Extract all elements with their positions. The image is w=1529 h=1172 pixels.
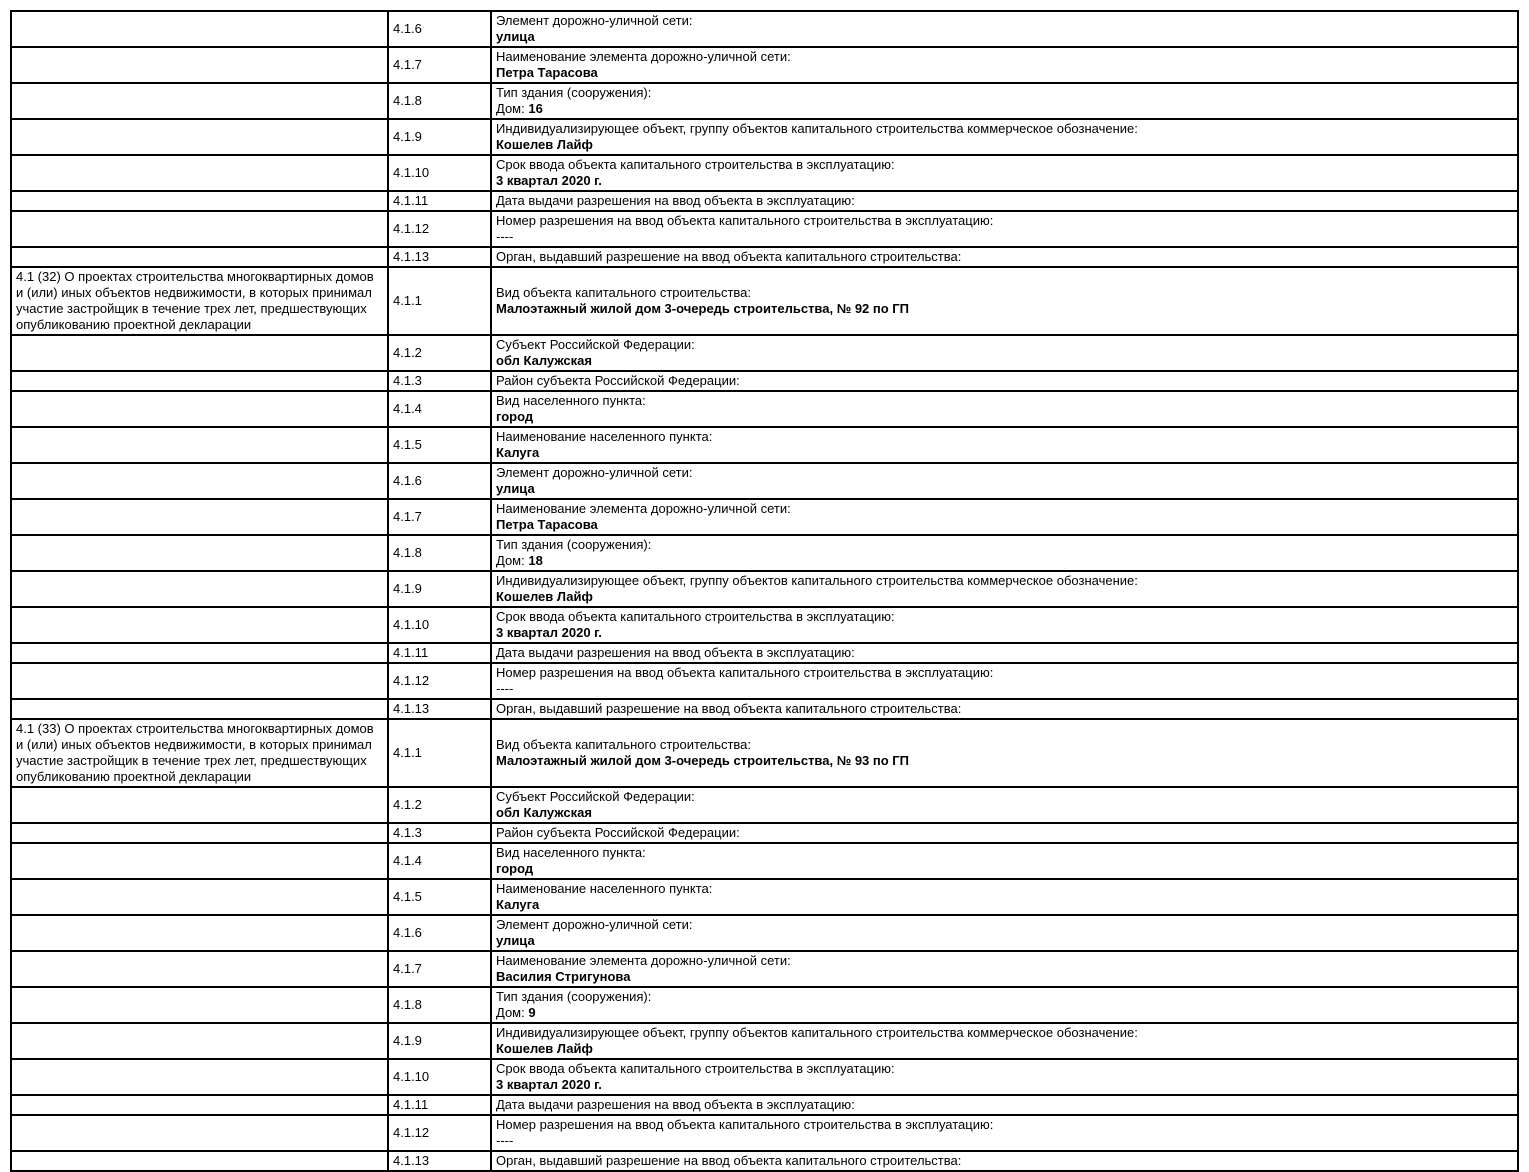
- row-code: 4.1.2: [393, 345, 422, 360]
- row-code-cell: [388, 11, 491, 47]
- field-label: Район субъекта Российской Федерации:: [496, 825, 740, 840]
- field-label: Орган, выдавший разрешение на ввод объекта капитального строительства:: [496, 701, 962, 716]
- section-description-cell: [11, 571, 388, 607]
- row-code-cell: [388, 843, 491, 879]
- table-row: [11, 535, 1518, 571]
- field-value-prefix: Дом:: [496, 101, 529, 116]
- field-value-text: Малоэтажный жилой дом 3-очередь строительства, № 93 по ГП: [496, 753, 910, 768]
- row-content-cell: [491, 643, 1518, 663]
- field-label: Субъект Российской Федерации:: [496, 789, 695, 804]
- field-value-text: Кошелев Лайф: [496, 1041, 593, 1056]
- row-code-cell: [388, 607, 491, 643]
- row-content-cell: [491, 1023, 1518, 1059]
- field-value-text: 3 квартал 2020 г.: [496, 1077, 602, 1092]
- row-content-cell: [491, 787, 1518, 823]
- field-label: Номер разрешения на ввод объекта капитального строительства в эксплуатацию:: [496, 1117, 994, 1132]
- row-content-cell: [491, 879, 1518, 915]
- section-description-cell: [11, 335, 388, 371]
- row-content-cell: [491, 1151, 1518, 1171]
- section-description-cell: [11, 879, 388, 915]
- field-value: [496, 625, 1513, 641]
- field-value: [496, 753, 1513, 769]
- row-code-cell: [388, 463, 491, 499]
- row-code: 4.1.9: [393, 1033, 422, 1048]
- row-code-cell: [388, 1151, 491, 1171]
- table-row: [11, 607, 1518, 643]
- row-code-cell: [388, 571, 491, 607]
- section-description-cell: [11, 155, 388, 191]
- row-code: 4.1.8: [393, 997, 422, 1012]
- row-code-cell: [388, 391, 491, 427]
- field-value: [496, 805, 1513, 821]
- section-description-cell: [11, 535, 388, 571]
- table-body: [11, 11, 1518, 1171]
- section-description-cell: [11, 1115, 388, 1151]
- project-declaration-table: [10, 10, 1519, 1172]
- table-row: [11, 335, 1518, 371]
- field-label: Орган, выдавший разрешение на ввод объекта капитального строительства:: [496, 1153, 962, 1168]
- row-content-cell: [491, 1115, 1518, 1151]
- field-value-text: город: [496, 409, 534, 424]
- field-label: Элемент дорожно-уличной сети:: [496, 917, 693, 932]
- row-code: 4.1.7: [393, 961, 422, 976]
- row-code-cell: [388, 1059, 491, 1095]
- row-content-cell: [491, 119, 1518, 155]
- field-value-text: Кошелев Лайф: [496, 589, 593, 604]
- field-label: Субъект Российской Федерации:: [496, 337, 695, 352]
- section-description-cell: [11, 371, 388, 391]
- field-value: [496, 933, 1513, 949]
- field-label: Индивидуализирующее объект, группу объектов капитального строительства коммерческое обозначение:: [496, 1025, 1138, 1040]
- field-label: Срок ввода объекта капитального строительства в эксплуатацию:: [496, 1061, 895, 1076]
- table-row: [11, 83, 1518, 119]
- table-row: [11, 1059, 1518, 1095]
- row-code: 4.1.2: [393, 797, 422, 812]
- field-label: Элемент дорожно-уличной сети:: [496, 13, 693, 28]
- row-code-cell: [388, 119, 491, 155]
- section-description-cell: [11, 915, 388, 951]
- field-value-text: город: [496, 861, 534, 876]
- row-code: 4.1.13: [393, 249, 430, 264]
- row-code-cell: [388, 535, 491, 571]
- row-code-cell: [388, 335, 491, 371]
- row-content-cell: [491, 335, 1518, 371]
- field-value: [496, 681, 1513, 697]
- row-code-cell: [388, 719, 491, 787]
- row-code-cell: [388, 643, 491, 663]
- field-label: Наименование элемента дорожно-уличной сети:: [496, 49, 791, 64]
- row-code: 4.1.11: [393, 1097, 429, 1112]
- row-code-cell: [388, 211, 491, 247]
- section-description-cell: [11, 719, 388, 787]
- field-value: [496, 229, 1513, 245]
- row-code: 4.1.13: [393, 1153, 430, 1168]
- table-row: [11, 1095, 1518, 1115]
- field-value-text: 9: [528, 1005, 536, 1020]
- table-row: [11, 1023, 1518, 1059]
- row-content-cell: [491, 267, 1518, 335]
- row-content-cell: [491, 499, 1518, 535]
- row-content-cell: [491, 987, 1518, 1023]
- row-code: 4.1.5: [393, 437, 422, 452]
- section-description-cell: [11, 11, 388, 47]
- row-code-cell: [388, 879, 491, 915]
- section-description-cell: [11, 267, 388, 335]
- field-value-text: Петра Тарасова: [496, 517, 598, 532]
- row-code-cell: [388, 823, 491, 843]
- field-value: [496, 861, 1513, 877]
- field-value-text: обл Калужская: [496, 353, 592, 368]
- section-description-cell: [11, 951, 388, 987]
- field-label: Индивидуализирующее объект, группу объектов капитального строительства коммерческое обозначение:: [496, 573, 1138, 588]
- field-value: [496, 1133, 1513, 1149]
- field-label: Наименование населенного пункта:: [496, 881, 713, 896]
- row-code-cell: [388, 155, 491, 191]
- row-content-cell: [491, 951, 1518, 987]
- section-description-cell: [11, 699, 388, 719]
- row-code: 4.1.8: [393, 93, 422, 108]
- field-value-text: ----: [496, 681, 514, 696]
- row-code: 4.1.13: [393, 701, 430, 716]
- row-code: 4.1.8: [393, 545, 422, 560]
- table-row: [11, 951, 1518, 987]
- row-code: 4.1.1: [393, 293, 422, 308]
- field-value-prefix: Дом:: [496, 553, 529, 568]
- table-row: [11, 719, 1518, 787]
- field-value: [496, 1005, 1513, 1021]
- field-label: Наименование элемента дорожно-уличной сети:: [496, 953, 791, 968]
- section-description-cell: [11, 1023, 388, 1059]
- table-row: [11, 11, 1518, 47]
- table-row: [11, 499, 1518, 535]
- section-description: 4.1 (32) О проектах строительства многоквартирных домов и (или) иных объектов недвижимости, в которых принимал участие застройщик в течение трех лет, предшествующих опубликованию проектной декларации: [16, 269, 374, 332]
- field-value-text: улица: [496, 481, 535, 496]
- row-code-cell: [388, 499, 491, 535]
- field-value: [496, 1041, 1513, 1057]
- row-content-cell: [491, 607, 1518, 643]
- section-description-cell: [11, 1151, 388, 1171]
- field-label: Вид объекта капитального строительства:: [496, 285, 752, 300]
- field-label: Тип здания (сооружения):: [496, 537, 652, 552]
- row-content-cell: [491, 915, 1518, 951]
- row-code-cell: [388, 915, 491, 951]
- table-row: [11, 211, 1518, 247]
- row-code-cell: [388, 699, 491, 719]
- table-row: [11, 463, 1518, 499]
- row-content-cell: [491, 535, 1518, 571]
- field-label: Дата выдачи разрешения на ввод объекта в эксплуатацию:: [496, 193, 855, 208]
- field-value-text: обл Калужская: [496, 805, 592, 820]
- field-value: [496, 1077, 1513, 1093]
- section-description-cell: [11, 499, 388, 535]
- row-code: 4.1.9: [393, 581, 422, 596]
- row-code-cell: [388, 663, 491, 699]
- field-value: [496, 553, 1513, 569]
- row-code: 4.1.11: [393, 645, 429, 660]
- section-description-cell: [11, 843, 388, 879]
- section-description-cell: [11, 607, 388, 643]
- section-description-cell: [11, 663, 388, 699]
- table-row: [11, 663, 1518, 699]
- field-label: Дата выдачи разрешения на ввод объекта в эксплуатацию:: [496, 645, 855, 660]
- row-code: 4.1.10: [393, 165, 430, 180]
- section-description-cell: [11, 463, 388, 499]
- table-row: [11, 915, 1518, 951]
- field-value: [496, 445, 1513, 461]
- field-value: [496, 301, 1513, 317]
- field-label: Вид объекта капитального строительства:: [496, 737, 752, 752]
- field-label: Срок ввода объекта капитального строительства в эксплуатацию:: [496, 157, 895, 172]
- field-value: [496, 173, 1513, 189]
- row-content-cell: [491, 371, 1518, 391]
- row-code-cell: [388, 371, 491, 391]
- row-code-cell: [388, 247, 491, 267]
- table-row: [11, 571, 1518, 607]
- field-label: Вид населенного пункта:: [496, 393, 646, 408]
- field-value-text: 18: [528, 553, 543, 568]
- row-code: 4.1.6: [393, 925, 422, 940]
- table-row: [11, 191, 1518, 211]
- section-description-cell: [11, 211, 388, 247]
- field-value-text: улица: [496, 933, 535, 948]
- row-code: 4.1.7: [393, 509, 422, 524]
- field-label: Орган, выдавший разрешение на ввод объекта капитального строительства:: [496, 249, 962, 264]
- row-code-cell: [388, 47, 491, 83]
- row-content-cell: [491, 391, 1518, 427]
- table-row: [11, 267, 1518, 335]
- section-description-cell: [11, 83, 388, 119]
- row-code-cell: [388, 267, 491, 335]
- field-value-text: ----: [496, 1133, 514, 1148]
- field-value-text: 3 квартал 2020 г.: [496, 625, 602, 640]
- row-code-cell: [388, 191, 491, 211]
- table-row: [11, 427, 1518, 463]
- row-content-cell: [491, 823, 1518, 843]
- table-row: [11, 47, 1518, 83]
- field-label: Наименование населенного пункта:: [496, 429, 713, 444]
- field-label: Вид населенного пункта:: [496, 845, 646, 860]
- table-row: [11, 371, 1518, 391]
- field-value: [496, 353, 1513, 369]
- field-label: Тип здания (сооружения):: [496, 85, 652, 100]
- field-label: Элемент дорожно-уличной сети:: [496, 465, 693, 480]
- field-value: [496, 481, 1513, 497]
- row-code-cell: [388, 1095, 491, 1115]
- row-content-cell: [491, 191, 1518, 211]
- table-row: [11, 119, 1518, 155]
- row-code-cell: [388, 427, 491, 463]
- table-row: [11, 155, 1518, 191]
- table-row: [11, 391, 1518, 427]
- row-content-cell: [491, 11, 1518, 47]
- table-row: [11, 1115, 1518, 1151]
- row-code-cell: [388, 987, 491, 1023]
- table-row: [11, 643, 1518, 663]
- row-code: 4.1.10: [393, 617, 430, 632]
- row-code: 4.1.12: [393, 1125, 430, 1140]
- section-description-cell: [11, 1059, 388, 1095]
- row-code: 4.1.4: [393, 853, 422, 868]
- field-value: [496, 409, 1513, 425]
- section-description-cell: [11, 823, 388, 843]
- row-code-cell: [388, 787, 491, 823]
- row-content-cell: [491, 83, 1518, 119]
- field-label: Тип здания (сооружения):: [496, 989, 652, 1004]
- table-row: [11, 787, 1518, 823]
- table-row: [11, 247, 1518, 267]
- section-description-cell: [11, 119, 388, 155]
- row-code-cell: [388, 1115, 491, 1151]
- table-row: [11, 823, 1518, 843]
- field-value: [496, 589, 1513, 605]
- row-content-cell: [491, 463, 1518, 499]
- row-code: 4.1.11: [393, 193, 429, 208]
- row-content-cell: [491, 699, 1518, 719]
- field-label: Район субъекта Российской Федерации:: [496, 373, 740, 388]
- field-label: Номер разрешения на ввод объекта капитального строительства в эксплуатацию:: [496, 213, 994, 228]
- section-description-cell: [11, 1095, 388, 1115]
- field-label: Дата выдачи разрешения на ввод объекта в эксплуатацию:: [496, 1097, 855, 1112]
- table-row: [11, 987, 1518, 1023]
- row-content-cell: [491, 571, 1518, 607]
- section-description-cell: [11, 427, 388, 463]
- row-code: 4.1.12: [393, 221, 430, 236]
- field-label: Индивидуализирующее объект, группу объектов капитального строительства коммерческое обозначение:: [496, 121, 1138, 136]
- table-row: [11, 879, 1518, 915]
- row-code: 4.1.5: [393, 889, 422, 904]
- field-value-text: Калуга: [496, 445, 540, 460]
- row-content-cell: [491, 211, 1518, 247]
- field-label: Наименование элемента дорожно-уличной сети:: [496, 501, 791, 516]
- row-content-cell: [491, 155, 1518, 191]
- row-code: 4.1.6: [393, 21, 422, 36]
- row-content-cell: [491, 47, 1518, 83]
- row-code-cell: [388, 83, 491, 119]
- row-code: 4.1.6: [393, 473, 422, 488]
- section-description-cell: [11, 391, 388, 427]
- section-description-cell: [11, 987, 388, 1023]
- row-code: 4.1.1: [393, 745, 422, 760]
- field-value-text: Петра Тарасова: [496, 65, 598, 80]
- row-code: 4.1.9: [393, 129, 422, 144]
- field-value-text: Кошелев Лайф: [496, 137, 593, 152]
- row-content-cell: [491, 843, 1518, 879]
- field-value-text: 3 квартал 2020 г.: [496, 173, 602, 188]
- field-label: Срок ввода объекта капитального строительства в эксплуатацию:: [496, 609, 895, 624]
- field-value-prefix: Дом:: [496, 1005, 529, 1020]
- field-value: [496, 897, 1513, 913]
- field-value-text: Калуга: [496, 897, 540, 912]
- row-content-cell: [491, 427, 1518, 463]
- row-content-cell: [491, 1059, 1518, 1095]
- table-row: [11, 699, 1518, 719]
- field-value: [496, 29, 1513, 45]
- row-code: 4.1.3: [393, 825, 422, 840]
- field-value-text: улица: [496, 29, 535, 44]
- field-value: [496, 137, 1513, 153]
- section-description-cell: [11, 643, 388, 663]
- row-content-cell: [491, 1095, 1518, 1115]
- row-code: 4.1.7: [393, 57, 422, 72]
- field-value-text: ----: [496, 229, 514, 244]
- row-code: 4.1.3: [393, 373, 422, 388]
- field-value-text: Василия Стригунова: [496, 969, 631, 984]
- field-value: [496, 65, 1513, 81]
- row-content-cell: [491, 247, 1518, 267]
- row-code: 4.1.12: [393, 673, 430, 688]
- field-value-text: 16: [528, 101, 543, 116]
- field-value: [496, 969, 1513, 985]
- row-content-cell: [491, 663, 1518, 699]
- section-description-cell: [11, 787, 388, 823]
- section-description: 4.1 (33) О проектах строительства многоквартирных домов и (или) иных объектов недвижимости, в которых принимал участие застройщик в течение трех лет, предшествующих опубликованию проектной декларации: [16, 721, 374, 784]
- field-label: Номер разрешения на ввод объекта капитального строительства в эксплуатацию:: [496, 665, 994, 680]
- row-content-cell: [491, 719, 1518, 787]
- row-code-cell: [388, 1023, 491, 1059]
- field-value: [496, 517, 1513, 533]
- field-value: [496, 101, 1513, 117]
- table-row: [11, 1151, 1518, 1171]
- row-code-cell: [388, 951, 491, 987]
- field-value-text: Малоэтажный жилой дом 3-очередь строительства, № 92 по ГП: [496, 301, 910, 316]
- table-row: [11, 843, 1518, 879]
- section-description-cell: [11, 191, 388, 211]
- section-description-cell: [11, 47, 388, 83]
- row-code: 4.1.10: [393, 1069, 430, 1084]
- row-code: 4.1.4: [393, 401, 422, 416]
- section-description-cell: [11, 247, 388, 267]
